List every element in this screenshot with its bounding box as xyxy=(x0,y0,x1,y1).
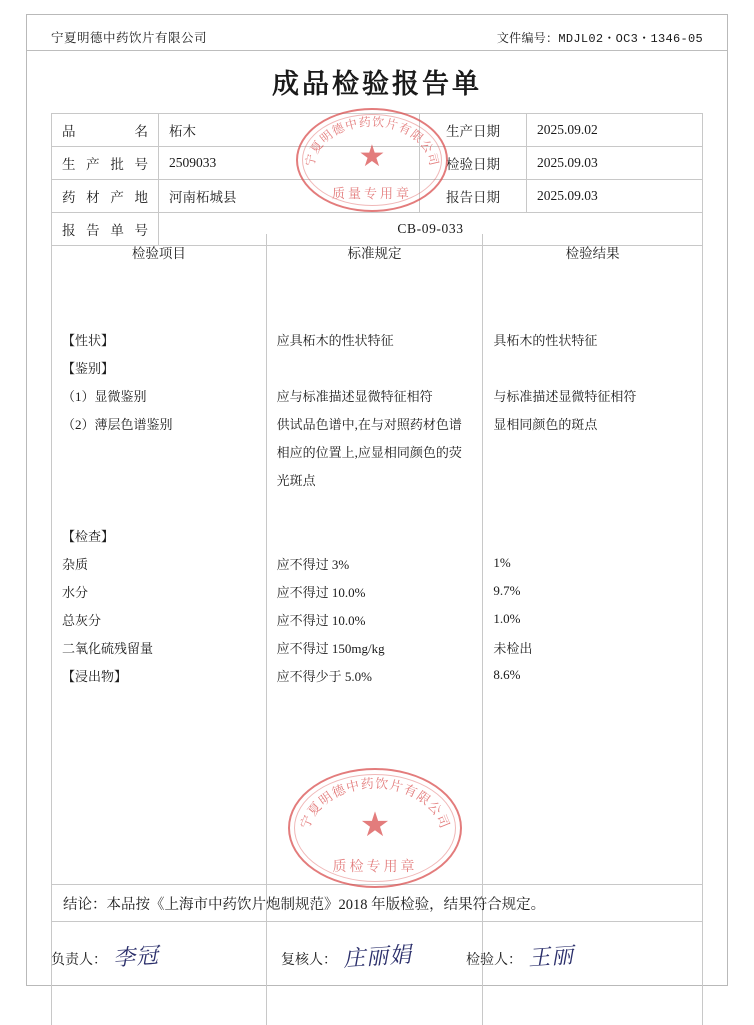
table-row xyxy=(52,605,703,633)
result-item-10: 二氧化硫残留量 xyxy=(52,633,267,661)
table-row xyxy=(52,661,703,689)
cell-blank xyxy=(483,801,703,829)
cell-blank xyxy=(266,857,483,885)
seal-bottom-text-main: 质检专用章 xyxy=(332,860,418,875)
seal-arc-label-top: 宁夏明德中药饮片有限公司 xyxy=(302,114,442,168)
cell-blank xyxy=(52,857,267,885)
info-label-2: 药材产地 xyxy=(52,180,159,213)
signature-label-1: 复核人： xyxy=(281,953,337,968)
result-value-8: 9.7% xyxy=(483,577,703,605)
table-row xyxy=(52,577,703,605)
info-value2-1: 2025.09.03 xyxy=(527,147,703,180)
document-header xyxy=(27,24,727,50)
info-value-1: 2509033 xyxy=(159,147,420,180)
table-row xyxy=(52,114,703,147)
table-row xyxy=(52,180,703,213)
info-value2-2: 2025.09.03 xyxy=(527,180,703,213)
cell-blank xyxy=(483,297,703,325)
result-item-2: （1）显微鉴别 xyxy=(52,381,267,409)
result-value-6 xyxy=(483,521,703,549)
result-standard-1 xyxy=(266,353,483,381)
table-row xyxy=(52,465,703,493)
seal-arc-label-main: 宁夏明德中药饮片有限公司 xyxy=(297,775,453,831)
conclusion-label: 结论： xyxy=(63,896,107,913)
cell-blank xyxy=(483,689,703,717)
result-value-0: 具柘木的性状特征 xyxy=(483,325,703,353)
cell-blank xyxy=(52,997,267,1025)
info-value-0: 柘木 xyxy=(159,114,420,147)
cell-blank xyxy=(266,801,483,829)
document-number xyxy=(497,29,703,46)
column-header-item: 检验项目 xyxy=(52,234,267,269)
table-row xyxy=(52,745,703,773)
cell-blank xyxy=(266,269,483,297)
cell-blank xyxy=(483,829,703,857)
cell-blank xyxy=(266,689,483,717)
cell-blank xyxy=(266,773,483,801)
cell-blank xyxy=(266,297,483,325)
header-divider xyxy=(27,50,727,51)
cell-blank xyxy=(52,801,267,829)
result-standard-3: 供试品色谱中,在与对照药材色谱 xyxy=(266,409,483,437)
signature-responsible xyxy=(51,940,159,971)
table-row xyxy=(52,297,703,325)
result-standard-4: 相应的位置上,应显相同颜色的荧 xyxy=(266,437,483,465)
cell-blank xyxy=(52,773,267,801)
document-number-label: 文件编号： xyxy=(496,31,559,46)
result-item-4 xyxy=(52,437,267,465)
table-row xyxy=(52,633,703,661)
cell-blank xyxy=(52,829,267,857)
cell-blank xyxy=(52,745,267,773)
table-row xyxy=(52,437,703,465)
table-row xyxy=(52,381,703,409)
page-title: 成品检验报告单 xyxy=(272,69,482,99)
cell-blank xyxy=(266,997,483,1025)
cell-blank xyxy=(483,997,703,1025)
result-item-5 xyxy=(52,465,267,493)
table-row xyxy=(52,409,703,437)
table-row xyxy=(52,717,703,745)
column-header-standard: 标准规定 xyxy=(266,234,483,269)
table-row xyxy=(52,997,703,1025)
signature-name-0: 李冠 xyxy=(112,943,160,972)
cell-blank xyxy=(52,269,267,297)
table-row xyxy=(52,521,703,549)
result-item-0: 【性状】 xyxy=(52,325,267,353)
info-value-2: 河南柘城县 xyxy=(159,180,420,213)
report-no-label: 报告单号 xyxy=(52,213,159,246)
info-label2-1: 检验日期 xyxy=(420,147,527,180)
info-label-1: 生产批号 xyxy=(52,147,159,180)
info-value2-0: 2025.09.02 xyxy=(527,114,703,147)
table-row xyxy=(52,147,703,180)
signature-row xyxy=(51,928,721,980)
table-row xyxy=(52,857,703,885)
table-row xyxy=(52,773,703,801)
result-standard-8: 应不得过 10.0% xyxy=(266,577,483,605)
result-value-2: 与标准描述显微特征相符 xyxy=(483,381,703,409)
cell-blank xyxy=(266,829,483,857)
conclusion-row xyxy=(51,884,703,922)
result-item-9: 总灰分 xyxy=(52,605,267,633)
table-row xyxy=(52,493,703,521)
cell-blank xyxy=(483,773,703,801)
result-value-11: 8.6% xyxy=(483,661,703,689)
signature-label-2: 检验人： xyxy=(466,953,522,968)
info-label2-2: 报告日期 xyxy=(420,180,527,213)
result-value-1 xyxy=(483,353,703,381)
cell-blank xyxy=(266,493,483,521)
result-standard-7: 应不得过 3% xyxy=(266,549,483,577)
table-row xyxy=(52,549,703,577)
star-icon: ★ xyxy=(359,806,391,844)
result-value-7: 1% xyxy=(483,549,703,577)
cell-blank xyxy=(52,689,267,717)
result-standard-0: 应具柘木的性状特征 xyxy=(266,325,483,353)
result-item-11: 【浸出物】 xyxy=(52,661,267,689)
table-row xyxy=(52,325,703,353)
report-no-value: CB-09-033 xyxy=(159,213,703,246)
cell-blank xyxy=(266,745,483,773)
document-number-value: MDJL02・OC3・1346-05 xyxy=(558,31,703,46)
cell-blank xyxy=(483,857,703,885)
results-header-row xyxy=(52,234,703,269)
result-standard-5: 光斑点 xyxy=(266,465,483,493)
table-row xyxy=(52,801,703,829)
result-standard-6 xyxy=(266,521,483,549)
result-item-7: 杂质 xyxy=(52,549,267,577)
result-value-3: 显相同颜色的斑点 xyxy=(483,409,703,437)
cell-blank xyxy=(483,269,703,297)
info-table xyxy=(51,113,703,246)
info-label-0: 品 名 xyxy=(52,114,159,147)
result-value-4 xyxy=(483,437,703,465)
signature-label-0: 负责人： xyxy=(51,953,107,968)
info-label2-0: 生产日期 xyxy=(420,114,527,147)
cell-blank xyxy=(483,493,703,521)
result-value-10: 未检出 xyxy=(483,633,703,661)
cell-blank xyxy=(483,745,703,773)
signature-inspector xyxy=(466,940,574,971)
conclusion-text: 本品按《上海市中药饮片炮制规范》2018 年版检验，结果符合规定。 xyxy=(106,896,546,913)
cell-blank xyxy=(52,493,267,521)
signature-name-1: 庄丽娟 xyxy=(342,942,413,973)
result-standard-11: 应不得少于 5.0% xyxy=(266,661,483,689)
company-name: 宁夏明德中药饮片有限公司 xyxy=(51,31,208,45)
result-standard-10: 应不得过 150mg/kg xyxy=(266,633,483,661)
result-standard-9: 应不得过 10.0% xyxy=(266,605,483,633)
result-item-8: 水分 xyxy=(52,577,267,605)
result-item-1: 【鉴别】 xyxy=(52,353,267,381)
cell-blank xyxy=(52,297,267,325)
cell-blank xyxy=(483,717,703,745)
signature-name-2: 王丽 xyxy=(527,943,575,972)
seal-bottom-text-top: 质量专用章 xyxy=(331,186,412,201)
result-item-6: 【检查】 xyxy=(52,521,267,549)
result-standard-2: 应与标准描述显微特征相符 xyxy=(266,381,483,409)
signature-reviewer xyxy=(281,940,412,971)
table-row xyxy=(52,829,703,857)
star-icon: ★ xyxy=(358,140,386,173)
table-row xyxy=(52,353,703,381)
result-value-9: 1.0% xyxy=(483,605,703,633)
column-header-result: 检验结果 xyxy=(483,234,703,269)
table-row xyxy=(52,269,703,297)
cell-blank xyxy=(266,717,483,745)
cell-blank xyxy=(52,717,267,745)
result-item-3: （2）薄层色谱鉴别 xyxy=(52,409,267,437)
table-row xyxy=(52,689,703,717)
result-value-5 xyxy=(483,465,703,493)
